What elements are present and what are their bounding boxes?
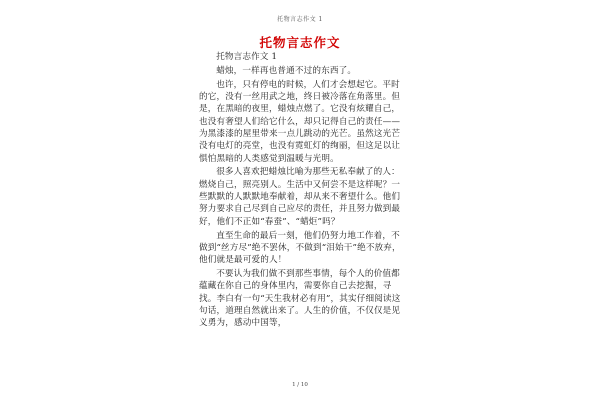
paragraph: 不要认为我们做不到那些事情，每个人的价值都蕴藏在你自己的身体里内，需要你自己去挖掘，寻找。李白有一句“天生我材必有用”，其实仔细阅读这句话，道理自然就出来了。人生的价值，不仅仅是见义勇为，感动中国等，: [199, 269, 401, 329]
paragraph: 也许，只有停电的时候，人们才会想起它。平时的它，没有一丝用武之地，终日被冷落在角落里。但是，在黑暗的夜里，蜡烛点燃了。它没有炫耀自己，也没有奢望人们给它什么，却只记得自己的责任——为黑漆漆的屋里带来一点儿跳动的光芒。虽然这光芒没有电灯的亮堂，也没有霓虹灯的绚丽，但这足以让惧怕黑暗的人类感觉到温暖与光明。: [199, 79, 401, 164]
document-body: [199, 51, 403, 331]
essay-subtitle: 托物言志作文 1: [216, 52, 278, 62]
paragraph: 直至生命的最后一刻，他们仍努力地工作着，不做到“丝方尽”绝不罢休，不做到“泪始干”绝不放弃，他们就是最可爱的人！: [199, 230, 401, 266]
page-indicator: 1 / 10: [292, 382, 308, 388]
document-title: 托物言志作文: [259, 35, 341, 50]
paragraph: 蜡烛，一样再也普通不过的东西了。: [216, 65, 357, 76]
running-header: 托物言志作文 1: [277, 16, 323, 23]
paragraph: 很多人喜欢把蜡烛比喻为那些无私奉献了的人：燃烧自己，照亮别人。生活中又何尝不是这样呢？一些默默的人默默地奉献着，却从来不奢望什么。他们努力要求自己尽到自己应尽的责任，并且努力做到最好，他们不正如“春蚕”、“蜡炬”吗？: [199, 167, 401, 227]
